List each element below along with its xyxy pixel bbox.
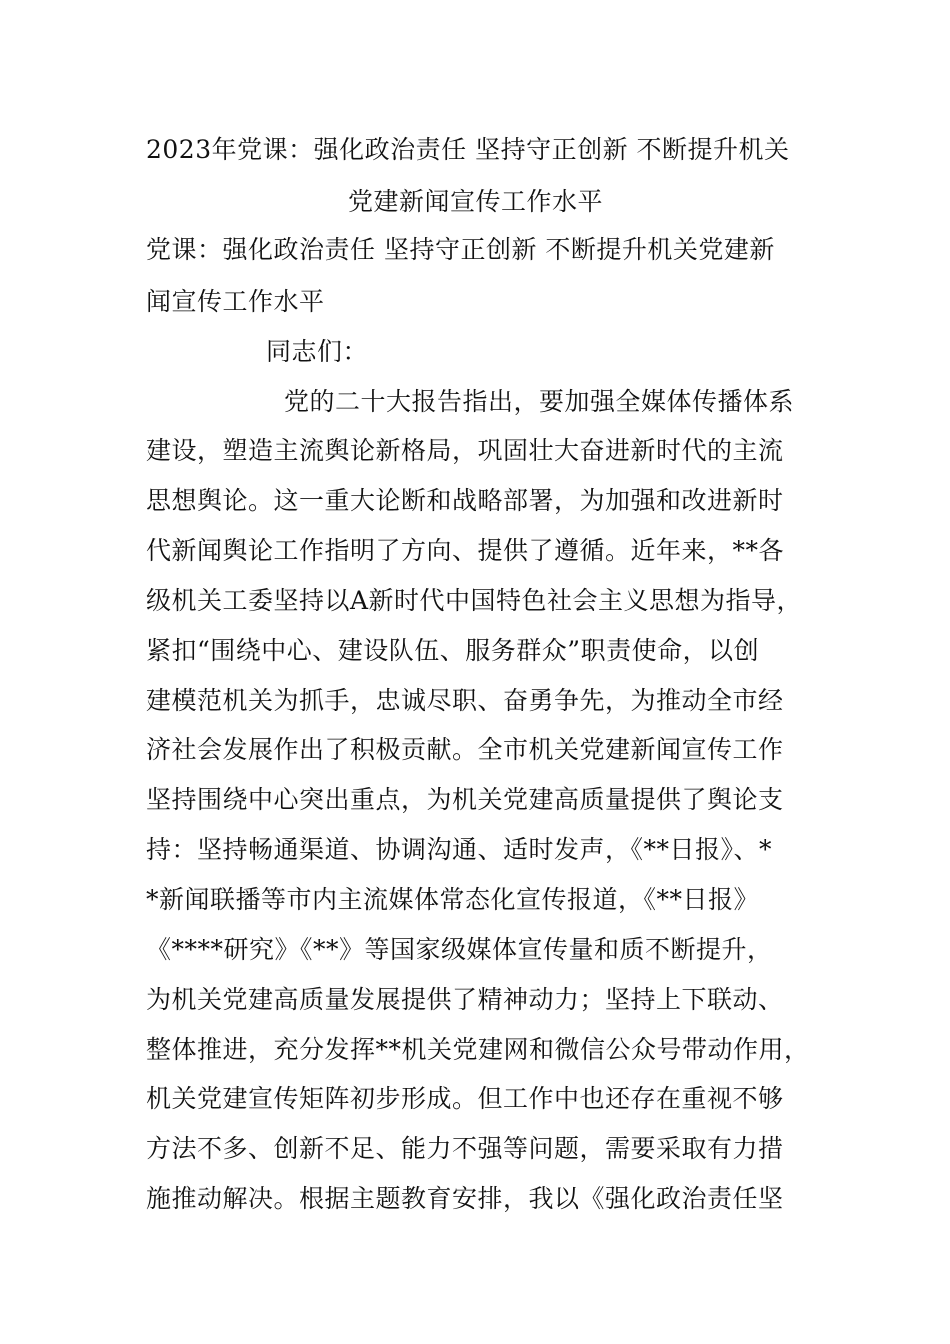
body-line: 紧扣“围绕中心、建设队伍、服务群众”职责使命，以创 (146, 636, 760, 665)
body-line: 施推动解决。根据主题教育安排，我以《强化政治责任坚 (146, 1184, 784, 1213)
body-line: 方法不多、创新不足、能力不强等问题，需要采取有力措 (146, 1134, 784, 1163)
body-line: 机关党建宣传矩阵初步形成。但工作中也还存在重视不够 (146, 1084, 784, 1113)
body-line: 思想舆论。这一重大论断和战略部署，为加强和改进新时 (146, 486, 784, 515)
body-line: 建模范机关为抓手，忠诚尽职、奋勇争先，为推动全市经 (146, 686, 784, 715)
body-line: 整体推进，充分发挥**机关党建网和微信公众号带动作用， (146, 1035, 810, 1064)
body-line: 为机关党建高质量发展提供了精神动力；坚持上下联动、 (146, 985, 784, 1014)
body-line: 济社会发展作出了积极贡献。全市机关党建新闻宣传工作 (146, 735, 784, 764)
body-line: 持：坚持畅通渠道、协调沟通、适时发声，《**日报》、* (146, 835, 773, 864)
body-line: 级机关工委坚持以A新时代中国特色社会主义思想为指导， (146, 586, 803, 615)
salutation: 同志们： (266, 337, 369, 366)
body-line: 坚持围绕中心突出重点，为机关党建高质量提供了舆论支 (146, 785, 784, 814)
body-line: *新闻联播等市内主流媒体常态化宣传报道，《**日报》 (146, 885, 760, 914)
body-line: 代新闻舆论工作指明了方向、提供了遵循。近年来，**各 (146, 536, 785, 565)
subtitle-line-2: 闻宣传工作水平 (146, 287, 325, 316)
title-line-1: 2023年党课：强化政治责任 坚持守正创新 不断提升机关 (146, 135, 790, 164)
subtitle-line-1: 党课：强化政治责任 坚持守正创新 不断提升机关党建新 (146, 235, 775, 264)
body-line: 党的二十大报告指出，要加强全媒体传播体系 (284, 387, 795, 416)
title-line-2: 党建新闻宣传工作水平 (348, 187, 604, 216)
body-line: 建设，塑造主流舆论新格局，巩固壮大奋进新时代的主流 (146, 436, 784, 465)
body-line: 《****研究》《**》等国家级媒体宣传量和质不断提升， (146, 935, 773, 964)
